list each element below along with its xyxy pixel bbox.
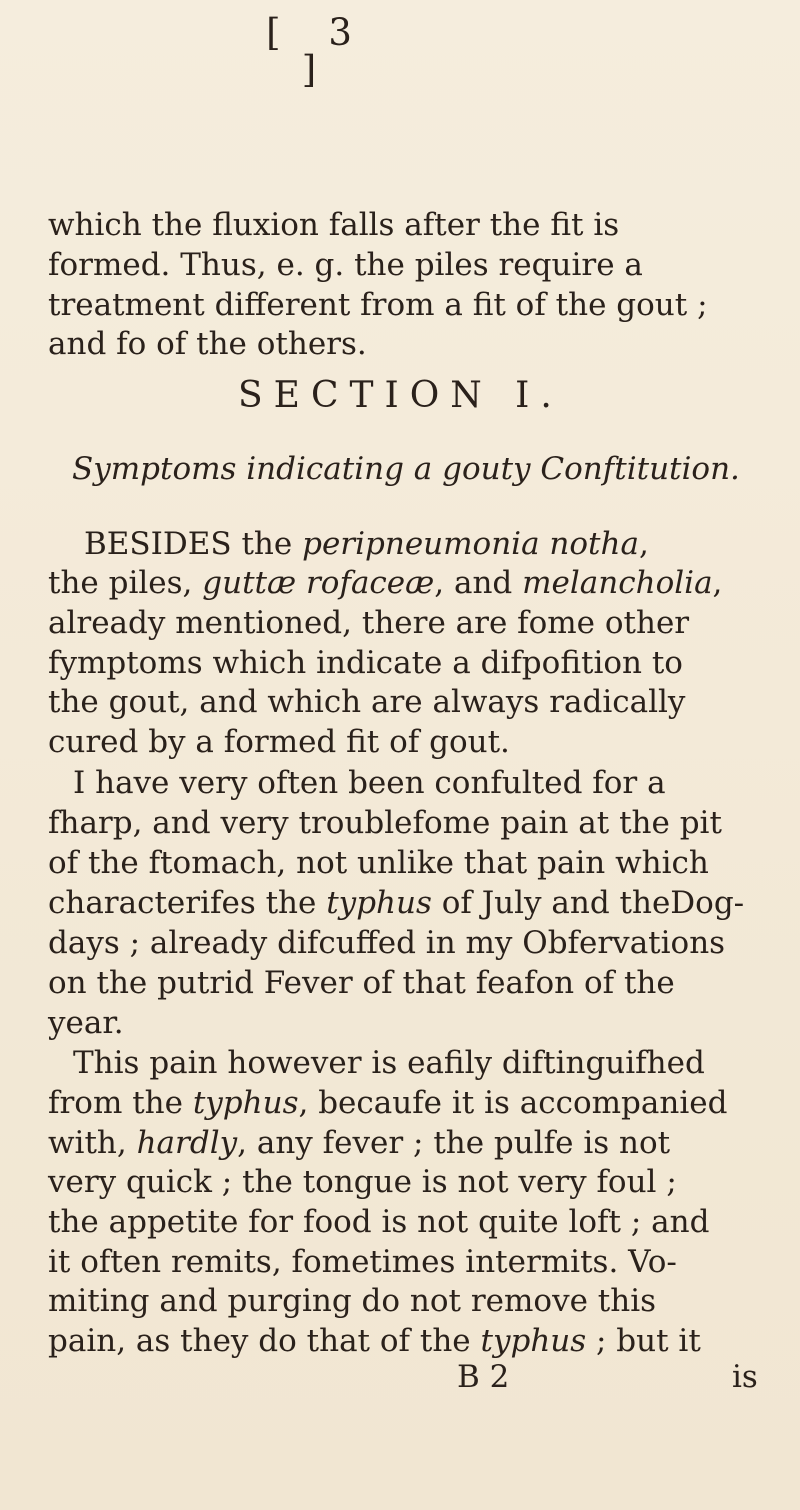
paragraph-1-line-2-lead: the piles,	[48, 565, 203, 601]
paragraph-2-line-7: year.	[48, 1005, 124, 1041]
paragraph-3-line-2-italic: typhus	[192, 1085, 299, 1121]
paragraph-1-line-1	[84, 526, 784, 562]
section-heading: SECTION I.	[238, 375, 563, 416]
paragraph-1-line-2	[48, 565, 748, 601]
paragraph-3-line-3-italic: hardly	[136, 1125, 238, 1161]
paragraph-1-line-2-italic-1: guttæ rofaceæ	[202, 565, 435, 601]
intro-line-4: and fo of the others.	[48, 326, 367, 362]
paragraph-3-line-3-tail: , any fever ; the pulfe is not	[237, 1125, 671, 1161]
paragraph-3-line-8-italic: typhus	[480, 1323, 587, 1359]
intro-line-1: which the fluxion falls after the fit is	[48, 207, 620, 243]
paragraph-3-line-8-lead: pain, as they do that of the	[48, 1323, 481, 1359]
paragraph-1-line-2-italic-2: melancholia	[522, 565, 713, 601]
intro-line-3: treatment different from a fit of the gout ;	[48, 287, 708, 323]
paragraph-3-line-1: This pain however is eafily diftinguifhed	[73, 1045, 705, 1081]
paragraph-2-line-1: I have very often been confulted for a	[73, 765, 666, 801]
paragraph-3-line-8	[48, 1323, 748, 1359]
paragraph-1-line-5: the gout, and which are always radically	[48, 684, 686, 720]
paragraph-2-line-2: fharp, and very troublefome pain at the pit	[48, 805, 722, 841]
paragraph-1-line-1-italic: peripneumonia notha	[302, 526, 639, 562]
intro-line-2: formed. Thus, e. g. the piles require a	[48, 247, 643, 283]
paragraph-1-line-2-tail: ,	[712, 565, 723, 601]
paragraph-1-line-2-mid: , and	[434, 565, 523, 601]
paragraph-2-line-4-tail: of July and theDog-	[431, 885, 745, 921]
paragraph-3-line-8-tail: ; but it	[586, 1323, 701, 1359]
catchword: is	[732, 1359, 758, 1395]
paragraph-3-line-6: it often remits, fometimes intermits. Vo-	[48, 1244, 677, 1280]
paragraph-3-line-2	[48, 1085, 748, 1121]
paragraph-2-line-5: days ; already difcuffed in my Obfervations	[48, 925, 726, 961]
paragraph-2-line-4	[48, 885, 748, 921]
paragraph-3-line-2-tail: , becaufe it is accompanied	[298, 1085, 728, 1121]
paragraph-1-line-1-tail: ,	[638, 526, 649, 562]
signature-mark: B 2	[457, 1359, 510, 1395]
paragraph-1-line-1-lead: BESIDES the	[84, 526, 303, 562]
paragraph-3-line-3	[48, 1125, 748, 1161]
paragraph-3-line-4: very quick ; the tongue is not very foul ;	[48, 1164, 677, 1200]
paragraph-3-line-3-lead: with,	[48, 1125, 137, 1161]
paragraph-1-line-3: already mentioned, there are fome other	[48, 605, 690, 641]
paragraph-1-line-6: cured by a formed fit of gout.	[48, 724, 510, 760]
page-number-header: [ 3 ]	[266, 11, 370, 91]
section-subtitle: Symptoms indicating a gouty Conftitution.	[72, 451, 740, 487]
paragraph-3-line-5: the appetite for food is not quite loft ; and	[48, 1204, 710, 1240]
paragraph-2-line-4-lead: characterifes the	[48, 885, 327, 921]
paragraph-3-line-7: miting and purging do not remove this	[48, 1283, 657, 1319]
paragraph-2-line-4-italic: typhus	[326, 885, 432, 921]
paragraph-2-line-3: of the ftomach, not unlike that pain which	[48, 845, 709, 881]
paragraph-1-line-4: fymptoms which indicate a difpofition to	[48, 645, 683, 681]
paragraph-2-line-6: on the putrid Fever of that feafon of the	[48, 965, 675, 1001]
paragraph-3-line-2-lead: from the	[48, 1085, 193, 1121]
